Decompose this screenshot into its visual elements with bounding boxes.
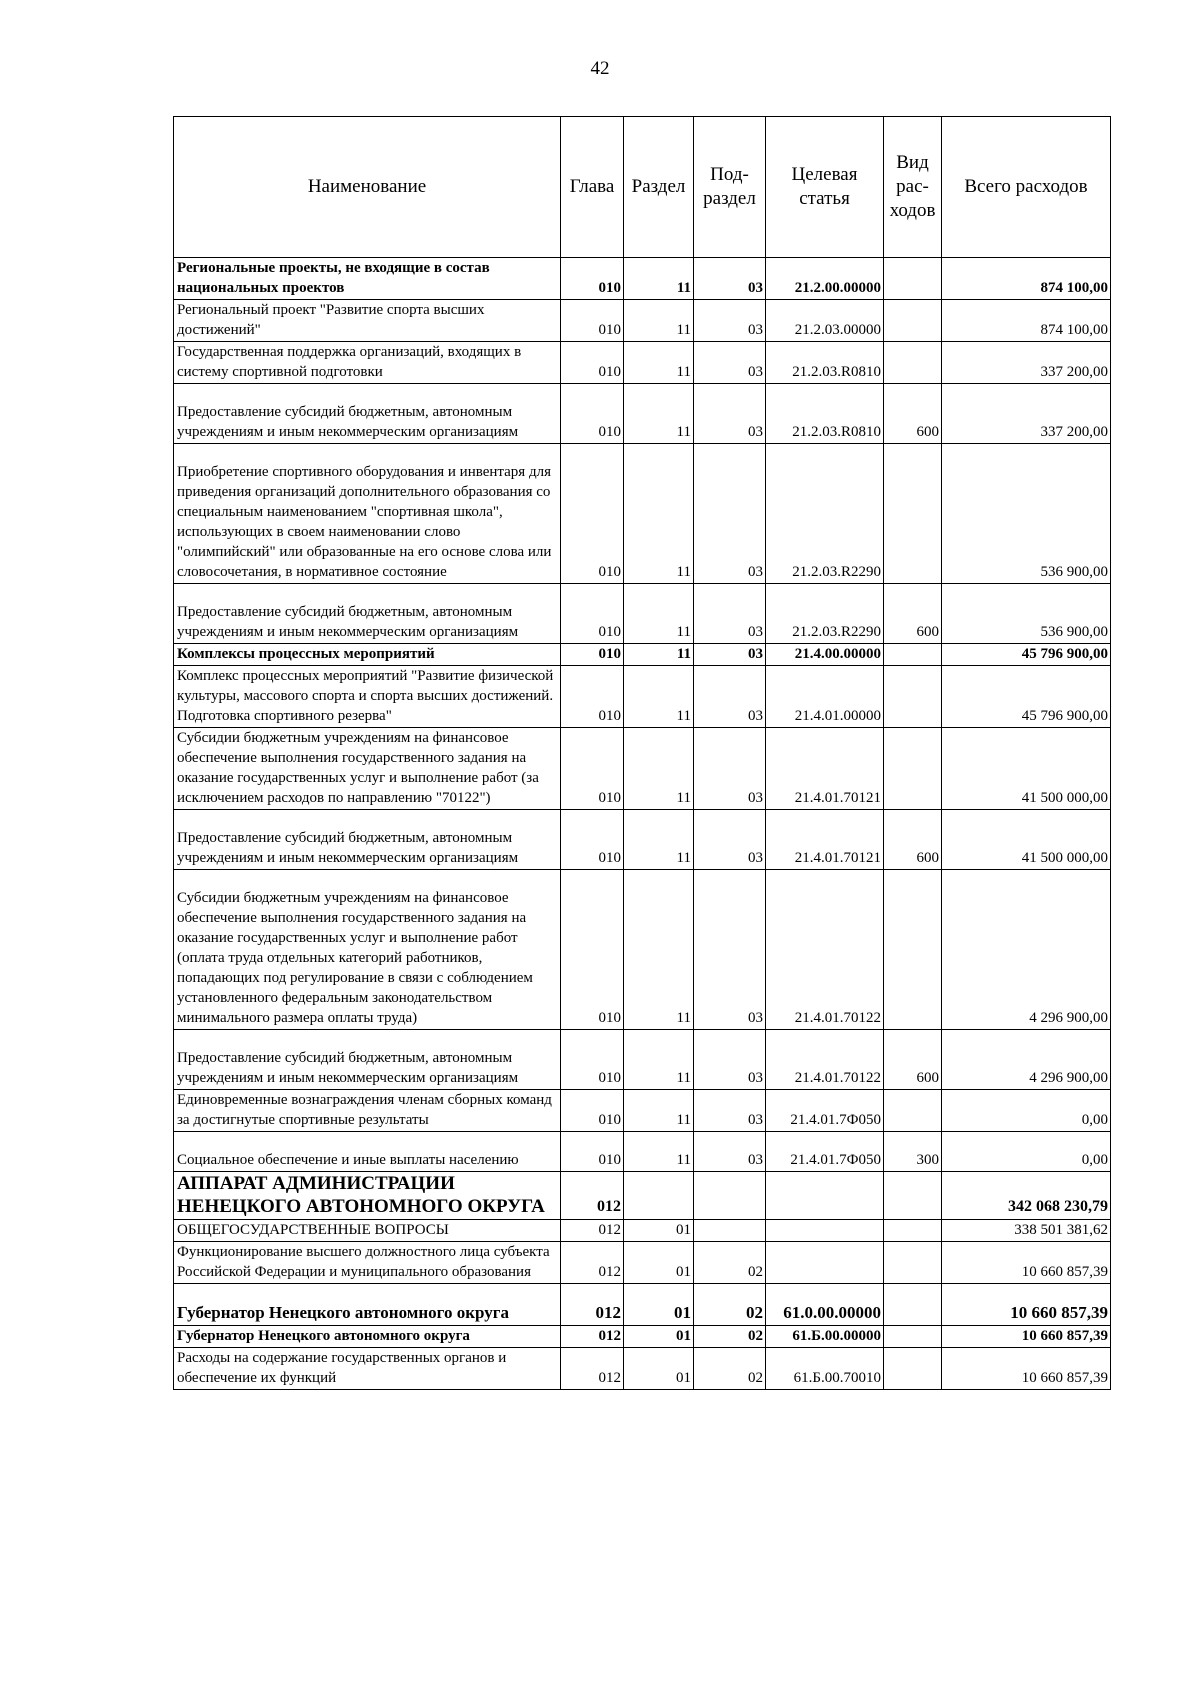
cell-total: 0,00	[942, 1132, 1111, 1172]
cell-glava: 010	[561, 300, 624, 342]
cell-celevaya: 21.2.03.R0810	[766, 342, 884, 384]
cell-name: Предоставление субсидий бюджетным, автономным учреждениям и иным некоммерческим организациям	[174, 810, 561, 870]
cell-podrazdel: 03	[694, 258, 766, 300]
cell-name: Губернатор Ненецкого автономного округа	[174, 1284, 561, 1326]
page-number: 42	[590, 58, 610, 79]
cell-name: Комплекс процессных мероприятий "Развитие физической культуры, массового спорта и спорта высших достижений. Подготовка спортивного резерва"	[174, 666, 561, 728]
cell-vid	[884, 1284, 942, 1326]
cell-podrazdel: 03	[694, 1030, 766, 1090]
cell-vid	[884, 1348, 942, 1390]
cell-total: 10 660 857,39	[942, 1284, 1111, 1326]
cell-total: 536 900,00	[942, 584, 1111, 644]
cell-total: 874 100,00	[942, 300, 1111, 342]
cell-razdel: 01	[624, 1284, 694, 1326]
cell-glava: 010	[561, 384, 624, 444]
header-glava: Глава	[561, 117, 624, 258]
cell-podrazdel: 03	[694, 384, 766, 444]
cell-glava: 010	[561, 342, 624, 384]
table-row	[174, 644, 1111, 666]
cell-razdel: 11	[624, 584, 694, 644]
cell-glava: 010	[561, 810, 624, 870]
cell-name: Социальное обеспечение и иные выплаты населению	[174, 1132, 561, 1172]
cell-name: Субсидии бюджетным учреждениям на финансовое обеспечение выполнения государственного задания на оказание государственных услуг и выполнение работ (за исключением расходов по направлению "70122")	[174, 728, 561, 810]
cell-glava: 010	[561, 258, 624, 300]
table-row	[174, 810, 1111, 870]
cell-glava: 010	[561, 666, 624, 728]
cell-vid	[884, 870, 942, 1030]
cell-vid	[884, 258, 942, 300]
cell-total: 10 660 857,39	[942, 1348, 1111, 1390]
cell-total: 45 796 900,00	[942, 644, 1111, 666]
cell-celevaya: 21.2.03.R2290	[766, 584, 884, 644]
cell-glava: 012	[561, 1348, 624, 1390]
cell-total: 4 296 900,00	[942, 870, 1111, 1030]
cell-razdel: 11	[624, 728, 694, 810]
cell-name: Функционирование высшего должностного лица субъекта Российской Федерации и муниципального образования	[174, 1242, 561, 1284]
cell-vid: 600	[884, 1030, 942, 1090]
cell-name: Государственная поддержка организаций, входящих в систему спортивной подготовки	[174, 342, 561, 384]
cell-podrazdel: 02	[694, 1326, 766, 1348]
cell-vid	[884, 1090, 942, 1132]
cell-celevaya: 21.4.01.70121	[766, 810, 884, 870]
cell-celevaya: 21.4.01.7Ф050	[766, 1132, 884, 1172]
table-row	[174, 1326, 1111, 1348]
table-body	[174, 258, 1111, 1390]
cell-vid	[884, 728, 942, 810]
cell-vid: 600	[884, 584, 942, 644]
cell-name: Предоставление субсидий бюджетным, автономным учреждениям и иным некоммерческим организациям	[174, 384, 561, 444]
cell-glava: 010	[561, 1030, 624, 1090]
cell-name: Губернатор Ненецкого автономного округа	[174, 1326, 561, 1348]
cell-glava: 010	[561, 584, 624, 644]
cell-name: Комплексы процессных мероприятий	[174, 644, 561, 666]
cell-podrazdel: 02	[694, 1284, 766, 1326]
cell-glava: 010	[561, 1090, 624, 1132]
cell-celevaya: 21.2.00.00000	[766, 258, 884, 300]
cell-celevaya: 21.2.03.00000	[766, 300, 884, 342]
cell-vid: 600	[884, 384, 942, 444]
cell-razdel: 11	[624, 1030, 694, 1090]
cell-celevaya: 61.0.00.00000	[766, 1284, 884, 1326]
cell-name: Приобретение спортивного оборудования и инвентаря для приведения организаций дополнительного образования со специальным наименованием "спортивная школа", использующих в своем наименовании слово "олимпийский" или образованные на его основе слова или словосочетания, в нормативное состояние	[174, 444, 561, 584]
cell-podrazdel: 03	[694, 644, 766, 666]
cell-vid: 600	[884, 810, 942, 870]
cell-podrazdel: 03	[694, 342, 766, 384]
cell-total: 41 500 000,00	[942, 728, 1111, 810]
table-row	[174, 1172, 1111, 1220]
header-celevaya: Целевая статья	[766, 117, 884, 258]
cell-podrazdel: 03	[694, 666, 766, 728]
cell-total: 45 796 900,00	[942, 666, 1111, 728]
table-row	[174, 870, 1111, 1030]
cell-name: ОБЩЕГОСУДАРСТВЕННЫЕ ВОПРОСЫ	[174, 1220, 561, 1242]
cell-glava: 012	[561, 1172, 624, 1220]
cell-vid	[884, 666, 942, 728]
cell-celevaya: 21.2.03.R2290	[766, 444, 884, 584]
cell-glava: 012	[561, 1284, 624, 1326]
cell-razdel: 11	[624, 300, 694, 342]
cell-razdel: 01	[624, 1242, 694, 1284]
cell-name: Предоставление субсидий бюджетным, автономным учреждениям и иным некоммерческим организациям	[174, 584, 561, 644]
table-row	[174, 444, 1111, 584]
table-row	[174, 1284, 1111, 1326]
cell-celevaya: 21.4.01.70122	[766, 870, 884, 1030]
header-name: Наименование	[174, 117, 561, 258]
cell-podrazdel: 03	[694, 870, 766, 1030]
cell-razdel: 01	[624, 1220, 694, 1242]
cell-razdel: 11	[624, 444, 694, 584]
table-row	[174, 1242, 1111, 1284]
cell-celevaya	[766, 1172, 884, 1220]
cell-vid	[884, 342, 942, 384]
cell-name: АППАРАТ АДМИНИСТРАЦИИ НЕНЕЦКОГО АВТОНОМНОГО ОКРУГА	[174, 1172, 561, 1220]
cell-razdel: 11	[624, 1132, 694, 1172]
cell-vid	[884, 300, 942, 342]
cell-podrazdel	[694, 1172, 766, 1220]
table-row	[174, 1132, 1111, 1172]
cell-podrazdel: 03	[694, 300, 766, 342]
cell-total: 10 660 857,39	[942, 1242, 1111, 1284]
cell-razdel: 11	[624, 810, 694, 870]
cell-total: 337 200,00	[942, 384, 1111, 444]
cell-total: 338 501 381,62	[942, 1220, 1111, 1242]
header-vid: Вид рас- ходов	[884, 117, 942, 258]
cell-glava: 010	[561, 870, 624, 1030]
cell-razdel: 11	[624, 666, 694, 728]
cell-vid	[884, 1172, 942, 1220]
cell-vid	[884, 1242, 942, 1284]
cell-podrazdel: 03	[694, 1090, 766, 1132]
table-row	[174, 584, 1111, 644]
cell-total: 874 100,00	[942, 258, 1111, 300]
cell-podrazdel: 03	[694, 444, 766, 584]
cell-name: Расходы на содержание государственных органов и обеспечение их функций	[174, 1348, 561, 1390]
cell-name: Предоставление субсидий бюджетным, автономным учреждениям и иным некоммерческим организациям	[174, 1030, 561, 1090]
cell-celevaya: 21.2.03.R0810	[766, 384, 884, 444]
cell-total: 337 200,00	[942, 342, 1111, 384]
table-row	[174, 300, 1111, 342]
cell-total: 10 660 857,39	[942, 1326, 1111, 1348]
table-row	[174, 666, 1111, 728]
header-razdel: Раздел	[624, 117, 694, 258]
cell-total: 342 068 230,79	[942, 1172, 1111, 1220]
cell-celevaya: 21.4.01.70121	[766, 728, 884, 810]
cell-podrazdel: 02	[694, 1242, 766, 1284]
cell-razdel: 01	[624, 1326, 694, 1348]
cell-podrazdel	[694, 1220, 766, 1242]
cell-razdel: 11	[624, 258, 694, 300]
cell-razdel: 11	[624, 1090, 694, 1132]
cell-name: Региональные проекты, не входящие в состав национальных проектов	[174, 258, 561, 300]
cell-razdel: 11	[624, 644, 694, 666]
cell-razdel: 11	[624, 384, 694, 444]
cell-glava: 012	[561, 1326, 624, 1348]
table-row	[174, 258, 1111, 300]
cell-name: Субсидии бюджетным учреждениям на финансовое обеспечение выполнения государственного задания на оказание государственных услуг и выполнение работ (оплата труда отдельных категорий работников, попадающих под регулирование в связи с соблюдением установленного федеральным законодательством минимального размера оплаты труда)	[174, 870, 561, 1030]
cell-podrazdel: 03	[694, 810, 766, 870]
header-row	[174, 117, 1111, 258]
cell-celevaya	[766, 1242, 884, 1284]
cell-celevaya: 61.Б.00.00000	[766, 1326, 884, 1348]
cell-razdel	[624, 1172, 694, 1220]
table-row	[174, 384, 1111, 444]
cell-total: 41 500 000,00	[942, 810, 1111, 870]
cell-celevaya: 21.4.01.7Ф050	[766, 1090, 884, 1132]
cell-celevaya: 61.Б.00.70010	[766, 1348, 884, 1390]
cell-razdel: 01	[624, 1348, 694, 1390]
cell-celevaya: 21.4.01.00000	[766, 666, 884, 728]
cell-razdel: 11	[624, 870, 694, 1030]
cell-glava: 010	[561, 444, 624, 584]
cell-vid	[884, 444, 942, 584]
cell-name: Единовременные вознаграждения членам сборных команд за достигнутые спортивные результаты	[174, 1090, 561, 1132]
cell-celevaya: 21.4.00.00000	[766, 644, 884, 666]
cell-podrazdel: 02	[694, 1348, 766, 1390]
cell-total: 4 296 900,00	[942, 1030, 1111, 1090]
table-row	[174, 728, 1111, 810]
cell-vid	[884, 1326, 942, 1348]
table-row	[174, 1090, 1111, 1132]
cell-vid	[884, 1220, 942, 1242]
cell-celevaya	[766, 1220, 884, 1242]
header-total: Всего расходов	[942, 117, 1111, 258]
cell-podrazdel: 03	[694, 728, 766, 810]
cell-podrazdel: 03	[694, 1132, 766, 1172]
cell-vid: 300	[884, 1132, 942, 1172]
table-row	[174, 1220, 1111, 1242]
header-podrazdel: Под- раздел	[694, 117, 766, 258]
table-row	[174, 1030, 1111, 1090]
cell-glava: 012	[561, 1242, 624, 1284]
cell-glava: 010	[561, 1132, 624, 1172]
cell-glava: 010	[561, 644, 624, 666]
cell-celevaya: 21.4.01.70122	[766, 1030, 884, 1090]
cell-total: 536 900,00	[942, 444, 1111, 584]
cell-total: 0,00	[942, 1090, 1111, 1132]
cell-name: Региональный проект "Развитие спорта высших достижений"	[174, 300, 561, 342]
cell-vid	[884, 644, 942, 666]
budget-table	[173, 116, 1111, 1390]
cell-razdel: 11	[624, 342, 694, 384]
table-row	[174, 342, 1111, 384]
cell-glava: 010	[561, 728, 624, 810]
cell-podrazdel: 03	[694, 584, 766, 644]
cell-glava: 012	[561, 1220, 624, 1242]
table-row	[174, 1348, 1111, 1390]
